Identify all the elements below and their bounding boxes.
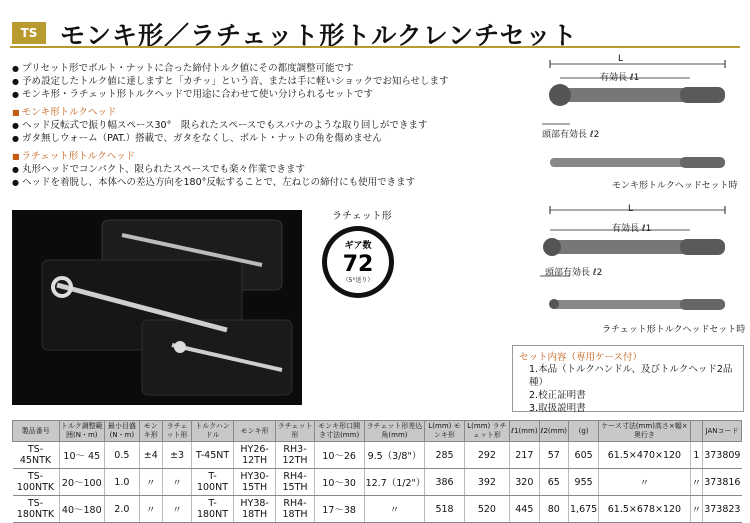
page-title: モンキ形／ラチェット形トルクレンチセット (60, 21, 578, 50)
table-cell: 292 (464, 442, 509, 469)
col-header: 製品番号 (13, 421, 60, 442)
col-header: ケース寸法(mm)高さ×幅×奥行き (599, 421, 690, 442)
col-header: ラチェット形 (162, 421, 191, 442)
table-cell: 518 (425, 496, 464, 523)
table-cell: 520 (464, 496, 509, 523)
feature-item: ● ヘッドを着脱し、本体への差込方向を180°反転することで、左ねじの締付にも使用できます (12, 176, 449, 189)
table-row (13, 442, 742, 469)
table-cell: 20～100 (59, 469, 105, 496)
col-header: (g) (569, 421, 599, 442)
length-label: L (618, 54, 624, 64)
table-cell: 9.5（3/8"） (364, 442, 425, 469)
set-contents-box (512, 345, 744, 412)
table-cell: 57 (539, 442, 568, 469)
feature-item: ● ガタ無しウォーム（PAT.）搭載で、ガタをなくし、ボルト・ナットの角を傷めません (12, 132, 449, 145)
set-contents-item: 3.取扱説明書 (529, 403, 586, 414)
table-cell: 〃 (139, 496, 162, 523)
set-contents-item: 2.校正証明書 (529, 390, 586, 401)
effective-length-label: 有効長 ℓ1 (600, 73, 640, 83)
col-header (690, 421, 703, 442)
table-cell: ±4 (139, 442, 162, 469)
feature-item: ● プリセット形でボルト・ナットに合った締付トルク値にその都度調整可能です (12, 62, 449, 75)
table-cell: 0.5 (105, 442, 140, 469)
table-cell: 955 (569, 469, 599, 496)
col-header: L(mm) モンキ形 (425, 421, 464, 442)
table-cell: 〃 (162, 496, 191, 523)
table-cell: 605 (569, 442, 599, 469)
col-header: L(mm) ラチェット形 (464, 421, 509, 442)
gear-count: 72 (342, 252, 374, 277)
table-cell: TS-180NTK (13, 496, 60, 523)
feature-item: ● 予め設定したトルク値に達しますと「カチッ」という音、または手に軽いショックでお知らせします (12, 75, 449, 88)
table-cell: 〃 (690, 496, 703, 523)
table-cell: 1.0 (105, 469, 140, 496)
table-cell: RH4-18TH (276, 496, 314, 523)
table-cell: TS- 45NTK (13, 442, 60, 469)
table-cell: 373823 (703, 496, 742, 523)
col-header: トルクハンドル (192, 421, 234, 442)
table-cell: 2.0 (105, 496, 140, 523)
product-photo (12, 210, 302, 405)
table-cell: 10～26 (314, 442, 364, 469)
set-contents-title: セット内容（専用ケース付） (519, 352, 643, 363)
ratchet-section-title: ■ ラチェット形トルクヘッド (12, 150, 449, 163)
table-header-row (13, 421, 742, 442)
table-cell: 65 (539, 469, 568, 496)
table-cell: 〃 (162, 469, 191, 496)
table-cell: 10～30 (314, 469, 364, 496)
col-header: JANコード (703, 421, 742, 442)
monkey-section-title: ■ モンキ形トルクヘッド (12, 106, 449, 119)
table-cell: 1,675 (569, 496, 599, 523)
series-badge: TS (12, 22, 46, 44)
general-features (12, 62, 449, 189)
length-label: L (628, 204, 634, 214)
table-cell: HY38-18TH (233, 496, 276, 523)
table-cell: RH4-15TH (276, 469, 314, 496)
col-header: ラチェット形差込角(mm) (364, 421, 425, 442)
table-cell: 392 (464, 469, 509, 496)
table-cell: 217 (510, 442, 539, 469)
table-cell: 〃 (690, 469, 703, 496)
title-rule (10, 46, 740, 48)
col-header: モンキ形 (139, 421, 162, 442)
table-cell: T-45NT (192, 442, 234, 469)
effective-length-label: 有効長 ℓ1 (612, 224, 652, 234)
table-cell: HY30-15TH (233, 469, 276, 496)
table-cell: 61.5×470×120 (599, 442, 690, 469)
table-row (13, 496, 742, 523)
monkey-caption: モンキ形トルクヘッドセット時 (612, 181, 738, 191)
table-cell: 386 (425, 469, 464, 496)
table-cell: 1 (690, 442, 703, 469)
table-cell: 320 (510, 469, 539, 496)
col-header: モンキ形 (233, 421, 276, 442)
gear-title: ギア数 (344, 241, 372, 251)
feature-item: ● モンキ形・ラチェット形トルクヘッドで用途に合わせて使い分けられるセットです (12, 88, 449, 101)
table-cell: 61.5×678×120 (599, 496, 690, 523)
table-cell: 〃 (599, 469, 690, 496)
feature-item: ● ヘッド反転式で振り幅スペース30° 限られたスペースでもスパナのような取り回しができます (12, 119, 449, 132)
table-cell: 40～180 (59, 496, 105, 523)
head-effective-length-label: 頭部有効長 ℓ2 (542, 130, 600, 140)
head-effective-length-label: 頭部有効長 ℓ2 (545, 268, 603, 278)
col-header: 最小目盛(N・m) (105, 421, 140, 442)
gear-note: （5°送り） (342, 277, 374, 284)
table-row (13, 469, 742, 496)
ratchet-caption: ラチェット形トルクヘッドセット時 (602, 325, 746, 335)
table-cell: 373809 (703, 442, 742, 469)
table-cell: 〃 (139, 469, 162, 496)
set-contents-item: 1.本品（トルクハンドル、及びトルクヘッド2品種） (529, 364, 733, 388)
col-header: ℓ1(mm) (510, 421, 539, 442)
table-cell: T-180NT (192, 496, 234, 523)
table-cell: 17～38 (314, 496, 364, 523)
gear-count-badge (318, 222, 398, 302)
table-cell: 373816 (703, 469, 742, 496)
table-cell: HY26-12TH (233, 442, 276, 469)
table-cell: 285 (425, 442, 464, 469)
table-cell: ±3 (162, 442, 191, 469)
feature-item: ● 丸形ヘッドでコンパクト、限られたスペースでも楽々作業できます (12, 163, 449, 176)
col-header: モンキ形口開き寸法(mm) (314, 421, 364, 442)
header (0, 16, 750, 56)
table-cell: RH3-12TH (276, 442, 314, 469)
table-cell: 〃 (364, 496, 425, 523)
spec-table (12, 420, 742, 523)
table-cell: 10～ 45 (59, 442, 105, 469)
col-header: ℓ2(mm) (539, 421, 568, 442)
table-cell: 445 (510, 496, 539, 523)
col-header: トルク調整範囲(N・m) (59, 421, 105, 442)
table-cell: 12.7（1/2"） (364, 469, 425, 496)
table-cell: 80 (539, 496, 568, 523)
table-cell: T-100NT (192, 469, 234, 496)
ratchet-label: ラチェット形 (332, 211, 392, 222)
col-header: ラチェット形 (276, 421, 314, 442)
table-cell: TS-100NTK (13, 469, 60, 496)
